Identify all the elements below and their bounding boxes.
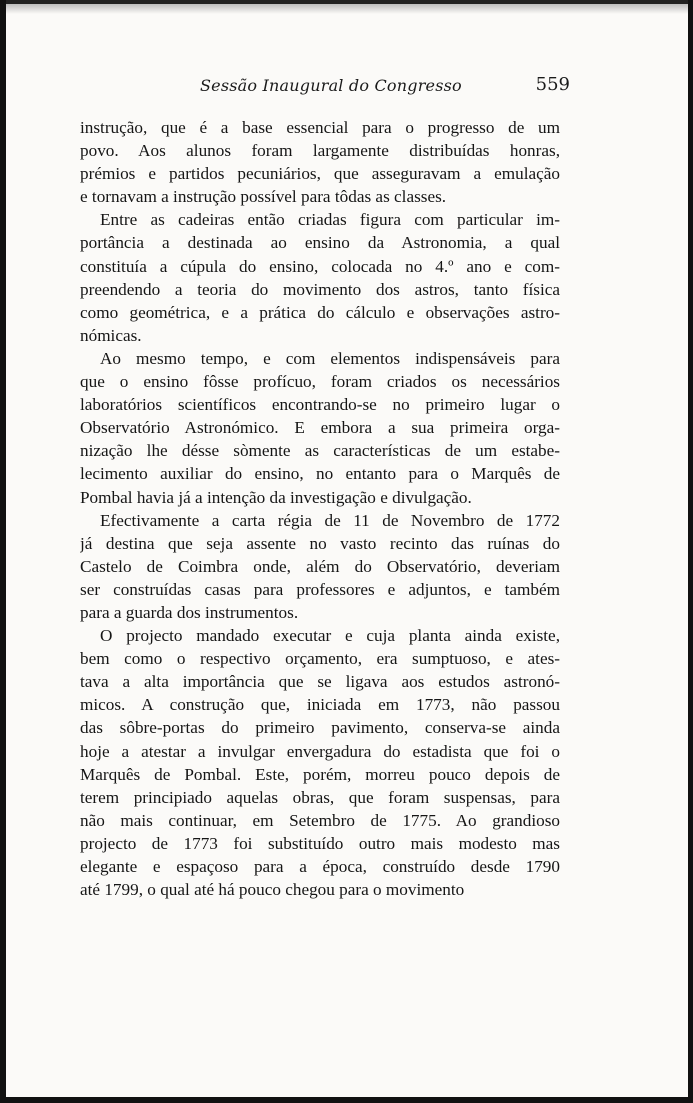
text-line: Entre as cadeiras então criadas figura com particular im- <box>100 210 560 230</box>
text-line: Pombal havia já a intenção da investigação e divulgação. <box>80 487 472 507</box>
paragraph <box>80 347 560 509</box>
text-line: não mais continuar, em Setembro de 1775. Ao grandioso <box>80 810 560 830</box>
text-line: O projecto mandado executar e cuja planta ainda existe, <box>100 626 560 646</box>
page-header <box>80 72 572 102</box>
text-line: projecto de 1773 foi substituído outro mais modesto mas <box>80 833 560 853</box>
text-line: já destina que seja assente no vasto recinto das ruínas do <box>80 533 560 553</box>
text-line: ser construídas casas para professores e adjuntos, e também <box>80 579 560 599</box>
text-line: Observatório Astronómico. E embora a sua primeira orga- <box>80 418 560 438</box>
paragraph <box>80 116 560 208</box>
text-line: preendendo a teoria do movimento dos astros, tanto física <box>80 279 560 299</box>
text-line: para a guarda dos instrumentos. <box>80 602 299 622</box>
text-line: prémios e partidos pecuniários, que asseguravam a emulação <box>80 164 560 184</box>
text-line: laboratórios scientíficos encontrando-se no primeiro lugar o <box>80 395 560 415</box>
text-line: micos. A construção que, iniciada em 1773, não passou <box>80 695 560 715</box>
text-line: elegante e espaçoso para a época, construído desde 1790 <box>80 857 560 876</box>
text-line: terem principiado aquelas obras, que foram suspensas, para <box>80 787 560 807</box>
text-line: Marquês de Pombal. Este, porém, morreu pouco depois de <box>80 764 560 784</box>
running-head: Sessão Inaugural do Congresso <box>200 76 462 95</box>
text-line: lecimento auxiliar do ensino, no entanto para o Marquês de <box>80 464 560 484</box>
text-line: portância a destinada ao ensino da Astronomia, a qual <box>80 233 560 253</box>
text-line: nização lhe désse sòmente as características de um estabe- <box>80 441 560 461</box>
text-line: povo. Aos alunos foram largamente distribuídas honras, <box>80 141 560 161</box>
text-line: até 1799, o qual até há pouco chegou para o movimento <box>80 880 465 900</box>
text-line: hoje a atestar a invulgar envergadura do estadista que foi o <box>80 741 560 761</box>
text-line: tava a alta importância que se ligava aos estudos astronó- <box>80 672 560 692</box>
paragraph <box>80 509 560 624</box>
paragraph <box>80 208 560 347</box>
scan-edge-bottom <box>0 1097 693 1103</box>
text-line: constituía a cúpula do ensino, colocada no 4.º ano e com- <box>80 256 560 276</box>
text-line: bem como o respectivo orçamento, era sumptuoso, e ates- <box>80 649 560 669</box>
body-text <box>80 116 560 901</box>
page-number: 559 <box>535 74 570 95</box>
scan-edge-right <box>688 0 693 1103</box>
paragraph <box>80 624 560 901</box>
text-line: e tornavam a instrução possível para tôdas as classes. <box>80 187 447 207</box>
text-line: Ao mesmo tempo, e com elementos indispensáveis para <box>100 348 560 368</box>
text-line: instrução, que é a base essencial para o progresso de um <box>80 118 560 137</box>
text-line: Efectivamente a carta régia de 11 de Novembro de 1772 <box>100 510 560 530</box>
scan-edge-left <box>0 0 6 1103</box>
text-line: que o ensino fôsse profícuo, foram criados os necessários <box>80 372 560 392</box>
text-line: Castelo de Coimbra onde, além do Observatório, deveriam <box>80 556 560 576</box>
scan-shadow-top <box>6 4 688 14</box>
text-line: nómicas. <box>80 325 142 345</box>
text-line: das sôbre-portas do primeiro pavimento, conserva-se ainda <box>80 718 560 738</box>
text-line: como geométrica, e a prática do cálculo e observações astro- <box>80 302 560 322</box>
